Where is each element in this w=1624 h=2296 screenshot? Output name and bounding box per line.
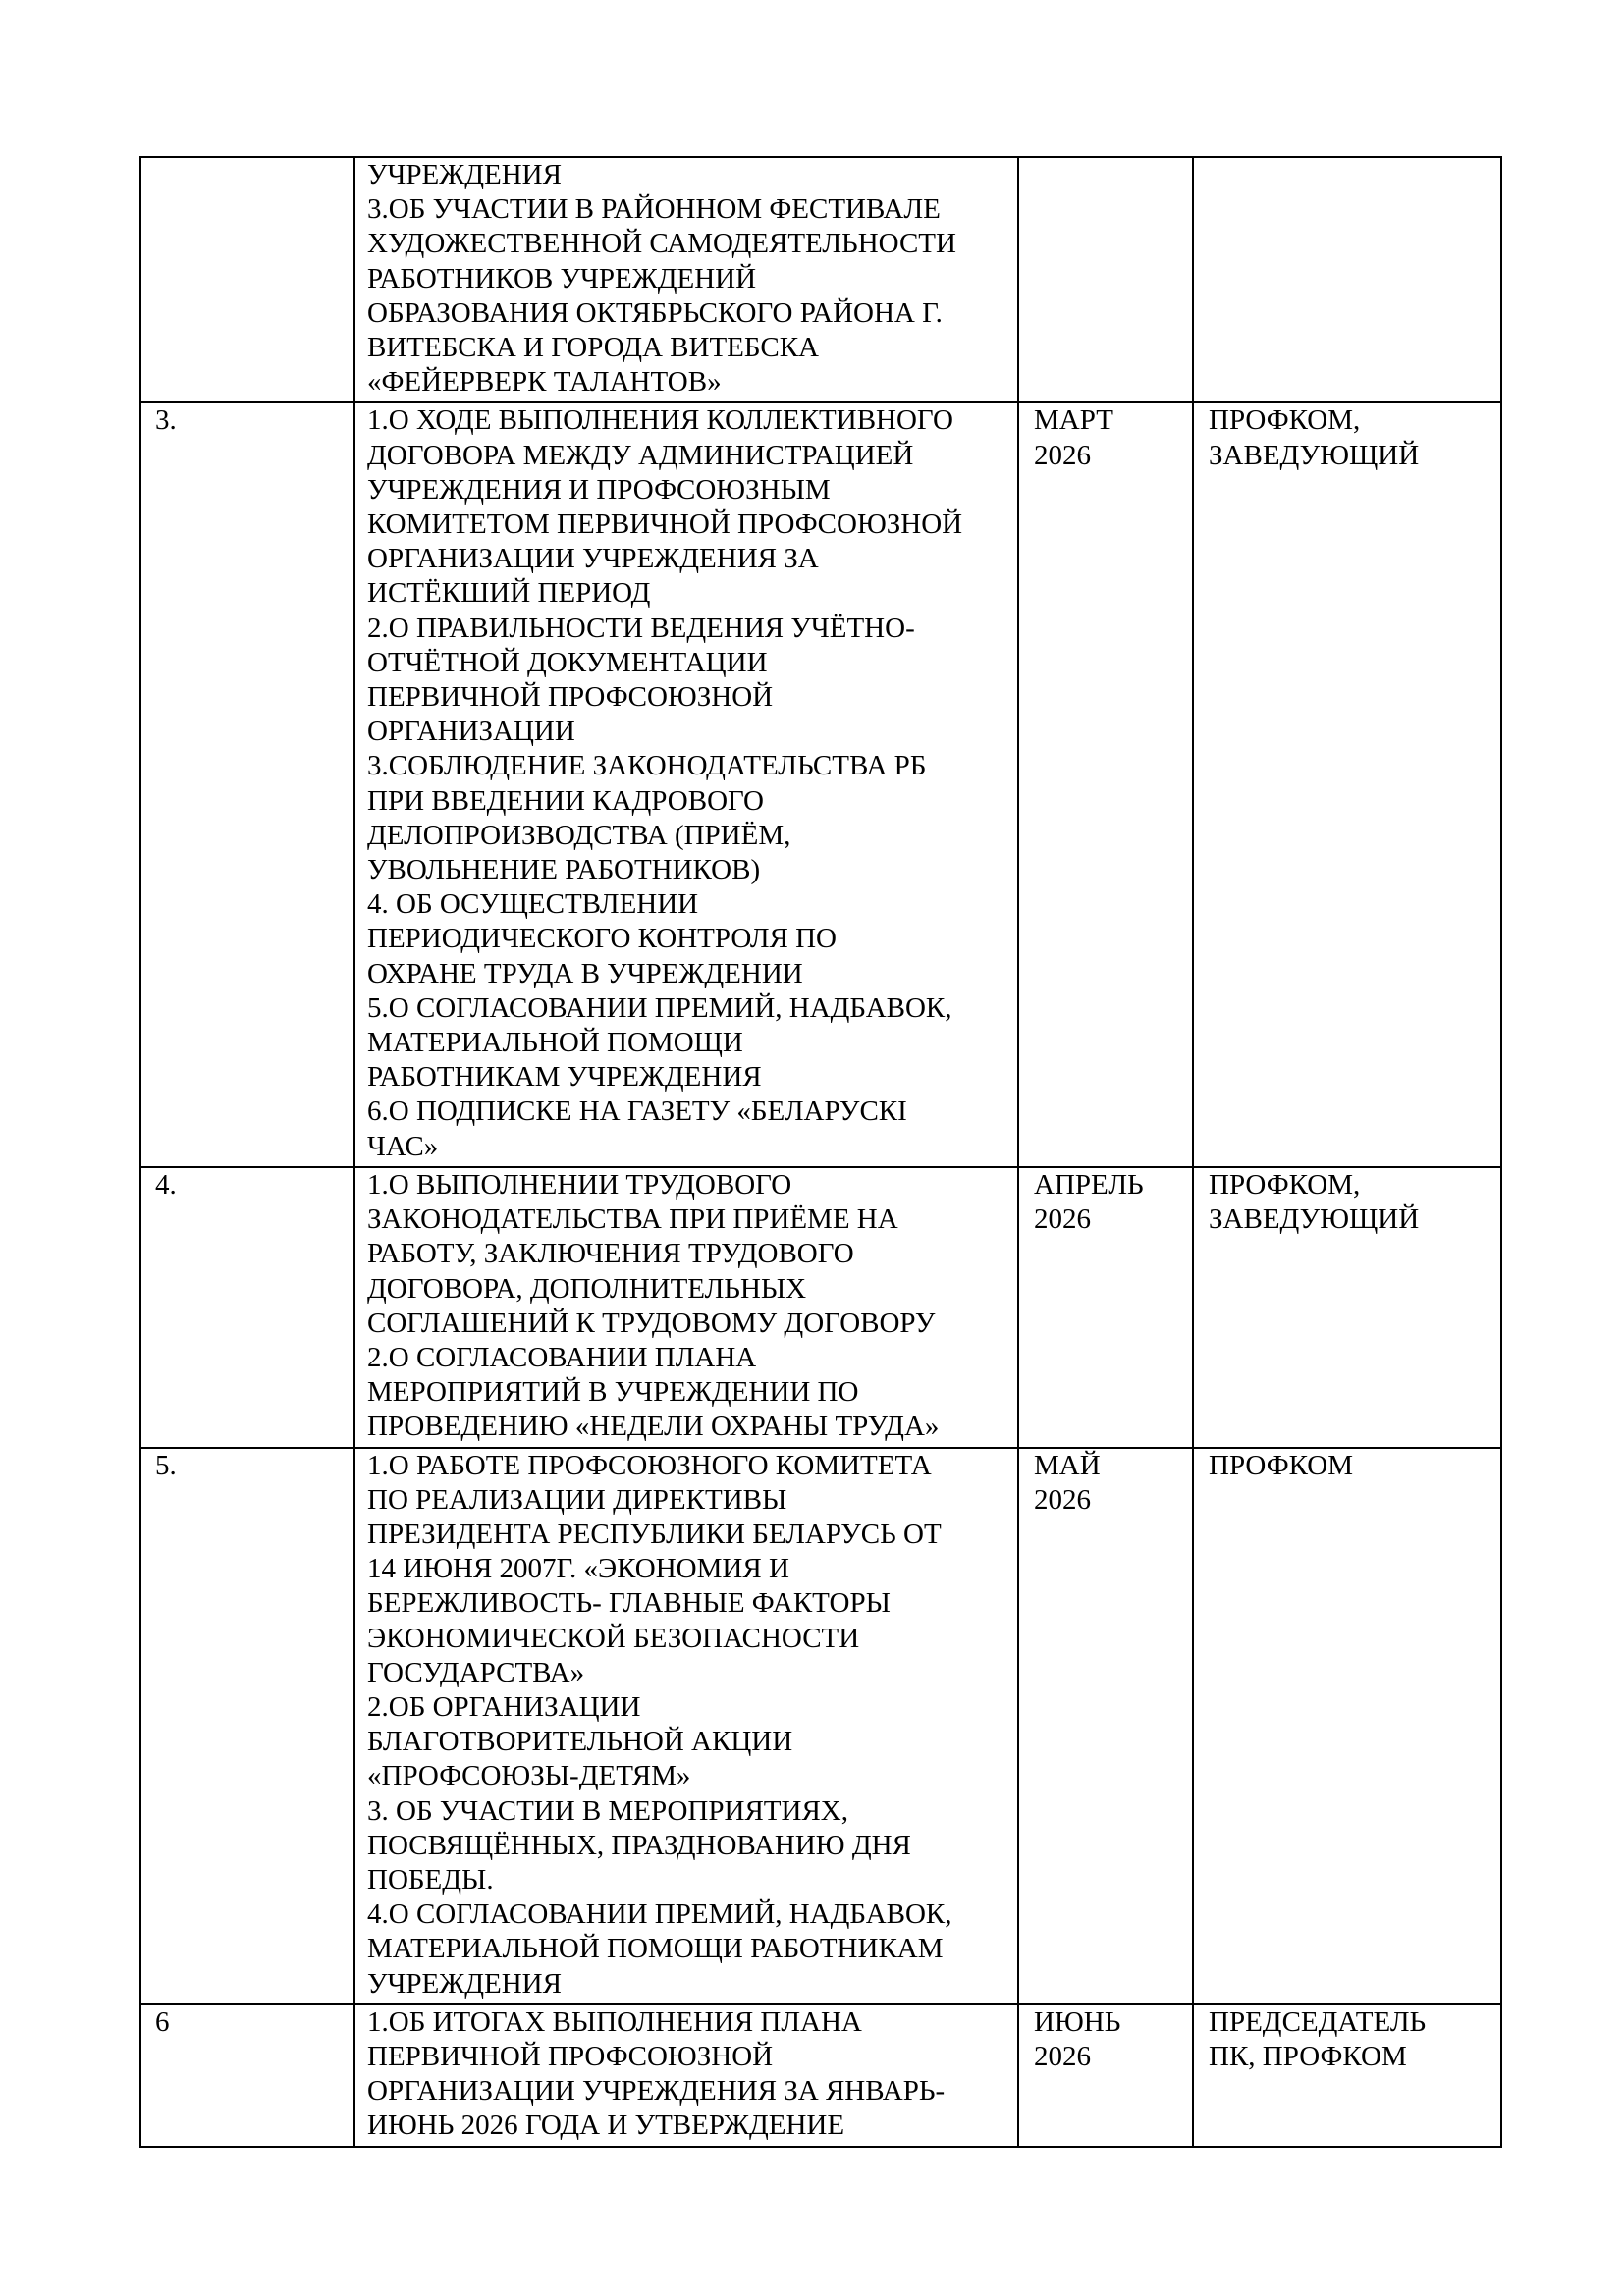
- topic-line: ПО РЕАЛИЗАЦИИ ДИРЕКТИВЫ: [367, 1483, 787, 1516]
- topic-line: ПРИ ВВЕДЕНИИ КАДРОВОГО: [367, 784, 765, 817]
- topic-line: ОРГАНИЗАЦИИ УЧРЕЖДЕНИЯ ЗА ЯНВАРЬ-: [367, 2075, 946, 2108]
- row-number: 4.: [155, 1168, 177, 1201]
- topic-line: ДОГОВОРА МЕЖДУ АДМИНИСТРАЦИЕЙ: [367, 439, 914, 471]
- topic-line: «ФЕЙЕРВЕРК ТАЛАНТОВ»: [367, 366, 722, 399]
- topic-line: 3.СОБЛЮДЕНИЕ ЗАКОНОДАТЕЛЬСТВА РБ: [367, 750, 927, 782]
- topic-line: 4. ОБ ОСУЩЕСТВЛЕНИИ: [367, 888, 699, 921]
- date-line: 2026: [1034, 1483, 1091, 1516]
- topic-line: 5.О СОГЛАСОВАНИИ ПРЕМИЙ, НАДБАВОК,: [367, 991, 952, 1024]
- date-cell: [1018, 157, 1193, 402]
- topic-line: ПЕРВИЧНОЙ ПРОФСОЮЗНОЙ: [367, 681, 774, 714]
- table-row: [140, 1167, 1501, 1448]
- topic-line: ОТЧЁТНОЙ ДОКУМЕНТАЦИИ: [367, 646, 768, 678]
- topic-line: 2.О ПРАВИЛЬНОСТИ ВЕДЕНИЯ УЧЁТНО-: [367, 612, 915, 644]
- topic-line: СОГЛАШЕНИЙ К ТРУДОВОМУ ДОГОВОРУ: [367, 1307, 936, 1339]
- topic-line: ПРОВЕДЕНИЮ «НЕДЕЛИ ОХРАНЫ ТРУДА»: [367, 1411, 940, 1443]
- topic-line: ЭКОНОМИЧЕСКОЙ БЕЗОПАСНОСТИ: [367, 1622, 860, 1654]
- topic-line: ПЕРВИЧНОЙ ПРОФСОЮЗНОЙ: [367, 2040, 774, 2072]
- date-cell: [1018, 1167, 1193, 1448]
- topic-line: 3. ОБ УЧАСТИИ В МЕРОПРИЯТИЯХ,: [367, 1794, 848, 1827]
- date-cell: [1018, 1448, 1193, 2004]
- date-line: ИЮНЬ: [1034, 2005, 1121, 2038]
- row-number-cell: [140, 1448, 354, 2004]
- topic-line: ВИТЕБСКА И ГОРОДА ВИТЕБСКА: [367, 332, 819, 364]
- topic-line: 4.О СОГЛАСОВАНИИ ПРЕМИЙ, НАДБАВОК,: [367, 1898, 952, 1931]
- topic-line: БЕРЕЖЛИВОСТЬ- ГЛАВНЫЕ ФАКТОРЫ: [367, 1587, 891, 1620]
- responsible-line: ЗАВЕДУЮЩИЙ: [1209, 1203, 1420, 1236]
- responsible-line: ПРЕДСЕДАТЕЛЬ: [1209, 2005, 1427, 2038]
- topic-line: 14 ИЮНЯ 2007Г. «ЭКОНОМИЯ И: [367, 1553, 789, 1585]
- date-line: МАРТ: [1034, 404, 1113, 437]
- topic-line: ОРГАНИЗАЦИИ УЧРЕЖДЕНИЯ ЗА: [367, 543, 819, 575]
- topic-line: УВОЛЬНЕНИЕ РАБОТНИКОВ): [367, 854, 761, 886]
- topic-line: ЧАС»: [367, 1130, 439, 1162]
- topic-cell: [354, 2004, 1018, 2147]
- topic-line: ОХРАНЕ ТРУДА В УЧРЕЖДЕНИИ: [367, 957, 803, 989]
- topic-line: ХУДОЖЕСТВЕННОЙ САМОДЕЯТЕЛЬНОСТИ: [367, 228, 956, 260]
- row-number-cell: [140, 157, 354, 402]
- date-line: АПРЕЛЬ: [1034, 1168, 1144, 1201]
- topic-line: 2.О СОГЛАСОВАНИИ ПЛАНА: [367, 1341, 757, 1373]
- topic-line: ИЮНЬ 2026 ГОДА И УТВЕРЖДЕНИЕ: [367, 2109, 845, 2142]
- topic-cell: [354, 1167, 1018, 1448]
- topic-line: 6.О ПОДПИСКЕ НА ГАЗЕТУ «БЕЛАРУСКІ: [367, 1095, 907, 1128]
- topic-line: ДЕЛОПРОИЗВОДСТВА (ПРИЁМ,: [367, 819, 791, 851]
- responsible-cell: [1193, 1448, 1501, 2004]
- responsible-cell: [1193, 1167, 1501, 1448]
- table-row: [140, 402, 1501, 1166]
- table-row: [140, 1448, 1501, 2004]
- topic-line: ОРГАНИЗАЦИИ: [367, 716, 575, 748]
- date-line: 2026: [1034, 2040, 1091, 2072]
- date-line: 2026: [1034, 439, 1091, 471]
- topic-line: МАТЕРИАЛЬНОЙ ПОМОЩИ РАБОТНИКАМ: [367, 1933, 944, 1965]
- topic-line: 1.ОБ ИТОГАХ ВЫПОЛНЕНИЯ ПЛАНА: [367, 2005, 862, 2038]
- topic-line: 1.О ХОДЕ ВЫПОЛНЕНИЯ КОЛЛЕКТИВНОГО: [367, 404, 953, 437]
- responsible-line: ПРОФКОМ: [1209, 1449, 1353, 1481]
- topic-line: «ПРОФСОЮЗЫ-ДЕТЯМ»: [367, 1760, 691, 1792]
- topic-line: РАБОТНИКОВ УЧРЕЖДЕНИЙ: [367, 262, 757, 294]
- topic-line: ИСТЁКШИЙ ПЕРИОД: [367, 577, 651, 610]
- topic-cell: [354, 1448, 1018, 2004]
- row-number: 6: [155, 2005, 170, 2038]
- topic-line: ПРЕЗИДЕНТА РЕСПУБЛИКИ БЕЛАРУСЬ ОТ: [367, 1518, 942, 1550]
- row-number-cell: [140, 2004, 354, 2147]
- responsible-cell: [1193, 157, 1501, 402]
- responsible-line: ПРОФКОМ,: [1209, 1168, 1361, 1201]
- date-cell: [1018, 2004, 1193, 2147]
- responsible-cell: [1193, 402, 1501, 1166]
- topic-line: УЧРЕЖДЕНИЯ: [367, 1967, 562, 2000]
- topic-cell: [354, 157, 1018, 402]
- topic-line: ПОБЕДЫ.: [367, 1863, 494, 1896]
- date-cell: [1018, 402, 1193, 1166]
- topic-line: 1.О ВЫПОЛНЕНИИ ТРУДОВОГО: [367, 1168, 792, 1201]
- topic-line: ПЕРИОДИЧЕСКОГО КОНТРОЛЯ ПО: [367, 923, 838, 955]
- topic-line: ПОСВЯЩЁННЫХ, ПРАЗДНОВАНИЮ ДНЯ: [367, 1829, 911, 1861]
- topic-line: ГОСУДАРСТВА»: [367, 1656, 585, 1688]
- topic-line: 1.О РАБОТЕ ПРОФСОЮЗНОГО КОМИТЕТА: [367, 1449, 932, 1481]
- table-row: [140, 157, 1501, 402]
- topic-line: ОБРАЗОВАНИЯ ОКТЯБРЬСКОГО РАЙОНА Г.: [367, 296, 943, 329]
- row-number-cell: [140, 402, 354, 1166]
- responsible-line: ПК, ПРОФКОМ: [1209, 2040, 1407, 2072]
- row-number: 5.: [155, 1449, 177, 1481]
- topic-line: УЧРЕЖДЕНИЯ И ПРОФСОЮЗНЫМ: [367, 473, 831, 506]
- topic-line: КОМИТЕТОМ ПЕРВИЧНОЙ ПРОФСОЮЗНОЙ: [367, 508, 963, 541]
- topic-line: РАБОТНИКАМ УЧРЕЖДЕНИЯ: [367, 1061, 762, 1094]
- table-row: [140, 2004, 1501, 2147]
- topic-line: 2.ОБ ОРГАНИЗАЦИИ: [367, 1690, 641, 1723]
- topic-line: 3.ОБ УЧАСТИИ В РАЙОННОМ ФЕСТИВАЛЕ: [367, 193, 941, 226]
- responsible-line: ПРОФКОМ,: [1209, 404, 1361, 437]
- topic-line: ЗАКОНОДАТЕЛЬСТВА ПРИ ПРИЁМЕ НА: [367, 1203, 898, 1236]
- row-number-cell: [140, 1167, 354, 1448]
- topic-line: БЛАГОТВОРИТЕЛЬНОЙ АКЦИИ: [367, 1726, 793, 1758]
- topic-line: МЕРОПРИЯТИЙ В УЧРЕЖДЕНИИ ПО: [367, 1376, 859, 1409]
- responsible-cell: [1193, 2004, 1501, 2147]
- topic-line: ДОГОВОРА, ДОПОЛНИТЕЛЬНЫХ: [367, 1272, 807, 1305]
- plan-table: [139, 156, 1502, 2148]
- topic-line: МАТЕРИАЛЬНОЙ ПОМОЩИ: [367, 1027, 743, 1059]
- plan-table-body: [140, 157, 1501, 2147]
- topic-line: УЧРЕЖДЕНИЯ: [367, 159, 562, 190]
- date-line: МАЙ: [1034, 1449, 1101, 1481]
- topic-cell: [354, 402, 1018, 1166]
- responsible-line: ЗАВЕДУЮЩИЙ: [1209, 439, 1420, 471]
- topic-line: РАБОТУ, ЗАКЛЮЧЕНИЯ ТРУДОВОГО: [367, 1238, 854, 1270]
- date-line: 2026: [1034, 1203, 1091, 1236]
- row-number: 3.: [155, 404, 177, 437]
